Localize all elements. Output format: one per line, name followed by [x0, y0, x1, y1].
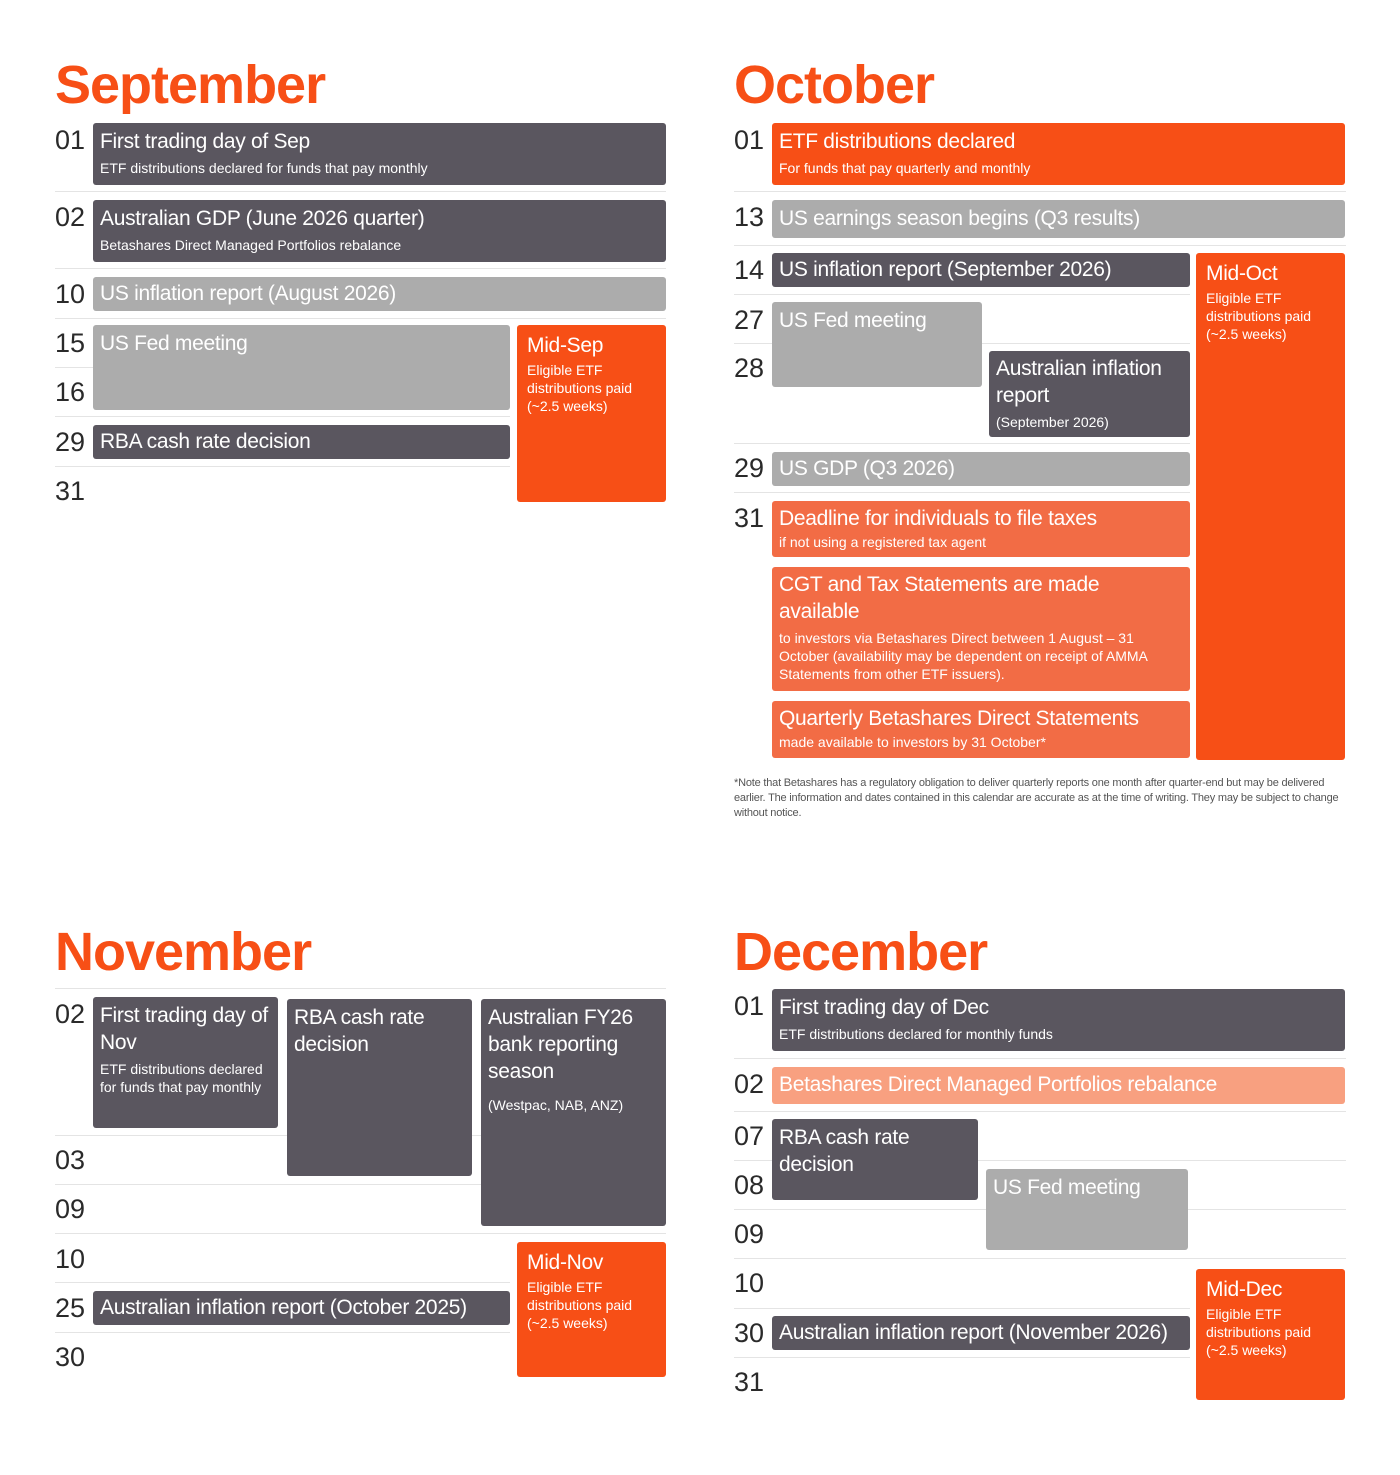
- row-divider: [734, 191, 1346, 192]
- event-subtitle: Eligible ETF distributions paid (~2.5 weeks): [527, 361, 633, 415]
- day-number: 27: [734, 305, 765, 335]
- row-divider: [55, 466, 510, 467]
- event-first-trading-day-dec: [772, 989, 1345, 1051]
- day-number: 07: [734, 1121, 765, 1151]
- event-subtitle: For funds that pay quarterly and monthly: [779, 159, 1031, 176]
- event-quarterly-statements: [772, 701, 1190, 758]
- day-number: 10: [734, 1268, 765, 1298]
- day-number: 15: [55, 328, 86, 358]
- row-divider: [55, 1233, 666, 1234]
- event-subtitle: ETF distributions declared for funds that pay monthly: [100, 1060, 263, 1095]
- event-bank-reporting-season: [481, 999, 666, 1226]
- month-title-october: October: [734, 55, 935, 115]
- event-title: US Fed meeting: [993, 1176, 1141, 1199]
- day-number: 29: [734, 453, 765, 483]
- event-managed-portfolios-rebalance: [772, 1067, 1345, 1104]
- event-australian-inflation-report: [989, 351, 1190, 437]
- event-title: Australian inflation report: [996, 357, 1162, 407]
- row-divider: [55, 1332, 510, 1333]
- day-number: 31: [734, 1367, 765, 1397]
- event-etf-distributions-declared: [772, 123, 1345, 185]
- day-number: 13: [734, 202, 765, 232]
- event-title: Deadline for individuals to file taxes: [779, 507, 1097, 530]
- event-rba-cash-rate: [772, 1119, 978, 1200]
- row-divider: [734, 245, 1346, 246]
- row-divider: [55, 268, 666, 269]
- event-title: US earnings season begins (Q3 results): [779, 207, 1140, 230]
- event-us-fed-meeting: [93, 325, 510, 410]
- day-number: 10: [55, 1244, 86, 1274]
- day-number: 01: [734, 125, 765, 155]
- day-number: 02: [55, 999, 86, 1029]
- day-number: 02: [734, 1069, 765, 1099]
- event-title: Australian GDP (June 2026 quarter): [100, 207, 425, 230]
- event-title: RBA cash rate decision: [294, 1006, 425, 1056]
- row-divider: [55, 416, 510, 417]
- event-first-trading-day-nov: [93, 997, 278, 1128]
- event-first-trading-day-sep: [93, 123, 666, 185]
- day-number: 08: [734, 1170, 765, 1200]
- day-number: 16: [55, 377, 86, 407]
- event-australian-gdp: [93, 200, 666, 262]
- event-us-earnings-season: [772, 200, 1345, 238]
- month-title-november: November: [55, 922, 312, 982]
- event-title: ETF distributions declared: [779, 130, 1016, 153]
- event-subtitle: made available to investors by 31 October*: [779, 733, 1046, 750]
- day-number: 30: [55, 1342, 86, 1372]
- event-title: US Fed meeting: [100, 332, 248, 355]
- day-number: 01: [55, 125, 86, 155]
- event-title: Australian inflation report (October 2025): [100, 1296, 467, 1319]
- event-rba-cash-rate: [93, 425, 510, 459]
- row-divider: [734, 1111, 1346, 1112]
- day-number: 31: [734, 503, 765, 533]
- event-subtitle: to investors via Betashares Direct between 1 August – 31 October (availability may be dependent on receipt of AMMA Statements from other ETF issuers).: [779, 629, 1148, 683]
- row-divider: [734, 1308, 1190, 1309]
- event-title: Australian FY26 bank reporting season: [488, 1006, 633, 1083]
- day-number: 03: [55, 1145, 86, 1175]
- day-number: 09: [734, 1219, 765, 1249]
- event-title: Quarterly Betashares Direct Statements: [779, 707, 1139, 730]
- row-divider: [55, 1282, 510, 1283]
- day-number: 09: [55, 1194, 86, 1224]
- event-us-inflation-report: [93, 277, 666, 311]
- event-subtitle: Eligible ETF distributions paid (~2.5 weeks): [1206, 289, 1312, 343]
- month-title-september: September: [55, 55, 326, 115]
- event-subtitle: ETF distributions declared for funds that pay monthly: [100, 159, 428, 176]
- row-divider: [55, 191, 666, 192]
- day-number: 01: [734, 991, 765, 1021]
- day-number: 02: [55, 202, 86, 232]
- event-subtitle: if not using a registered tax agent: [779, 533, 987, 550]
- event-title: Australian inflation report (November 2026): [779, 1321, 1168, 1344]
- event-title: Mid-Dec: [1206, 1278, 1283, 1301]
- event-us-inflation-report: [772, 253, 1190, 287]
- event-mid-oct-distributions: [1196, 253, 1345, 760]
- event-subtitle: Eligible ETF distributions paid (~2.5 weeks): [527, 1278, 633, 1332]
- event-mid-sep-distributions: [517, 325, 666, 502]
- event-title: Betashares Direct Managed Portfolios rebalance: [779, 1073, 1217, 1096]
- event-title: Mid-Sep: [527, 334, 604, 357]
- row-divider: [734, 492, 1190, 493]
- event-us-fed-meeting: [986, 1169, 1188, 1250]
- event-title: First trading day of Dec: [779, 996, 989, 1019]
- event-title: First trading day of Nov: [100, 1004, 268, 1054]
- event-title: RBA cash rate decision: [100, 430, 311, 453]
- event-title: First trading day of Sep: [100, 130, 310, 153]
- event-title: RBA cash rate decision: [779, 1126, 910, 1176]
- day-number: 25: [55, 1293, 86, 1323]
- row-divider: [734, 1258, 1346, 1259]
- row-divider: [734, 1058, 1346, 1059]
- row-divider: [734, 294, 1190, 295]
- day-number: 31: [55, 476, 86, 506]
- day-number: 29: [55, 427, 86, 457]
- event-title: US GDP (Q3 2026): [779, 457, 955, 480]
- event-subtitle: Eligible ETF distributions paid (~2.5 weeks): [1206, 1305, 1312, 1359]
- event-mid-dec-distributions: [1196, 1269, 1345, 1400]
- event-rba-cash-rate: [287, 999, 472, 1176]
- day-number: 30: [734, 1318, 765, 1348]
- event-australian-inflation-report: [93, 1291, 510, 1325]
- event-tax-filing-deadline: [772, 501, 1190, 557]
- row-divider: [734, 443, 1190, 444]
- row-divider: [55, 988, 666, 989]
- disclaimer-footnote: *Note that Betashares has a regulatory obligation to deliver quarterly reports one month after quarter-end but may be delivered earlier. The information and dates contained in this calendar are accurate as at the time of writing. They may be subject to change without notice.: [734, 777, 1339, 819]
- event-us-gdp: [772, 452, 1190, 486]
- event-subtitle: ETF distributions declared for monthly funds: [779, 1025, 1053, 1042]
- day-number: 28: [734, 353, 765, 383]
- event-us-fed-meeting: [772, 302, 982, 387]
- event-cgt-tax-statements: [772, 567, 1190, 691]
- event-subtitle: Betashares Direct Managed Portfolios rebalance: [100, 236, 402, 253]
- day-number: 14: [734, 255, 765, 285]
- event-title: US Fed meeting: [779, 309, 927, 332]
- day-number: 10: [55, 279, 86, 309]
- event-title: Mid-Nov: [527, 1251, 604, 1274]
- event-title: Mid-Oct: [1206, 262, 1278, 285]
- event-title: CGT and Tax Statements are made available: [779, 573, 1100, 623]
- event-subtitle: (September 2026): [996, 413, 1109, 430]
- row-divider: [55, 318, 666, 319]
- row-divider: [734, 1357, 1190, 1358]
- event-title: US inflation report (August 2026): [100, 282, 396, 305]
- month-title-december: December: [734, 922, 988, 982]
- event-title: US inflation report (September 2026): [779, 258, 1112, 281]
- event-subtitle: (Westpac, NAB, ANZ): [488, 1096, 624, 1113]
- event-mid-nov-distributions: [517, 1242, 666, 1377]
- event-australian-inflation-report: [772, 1316, 1190, 1350]
